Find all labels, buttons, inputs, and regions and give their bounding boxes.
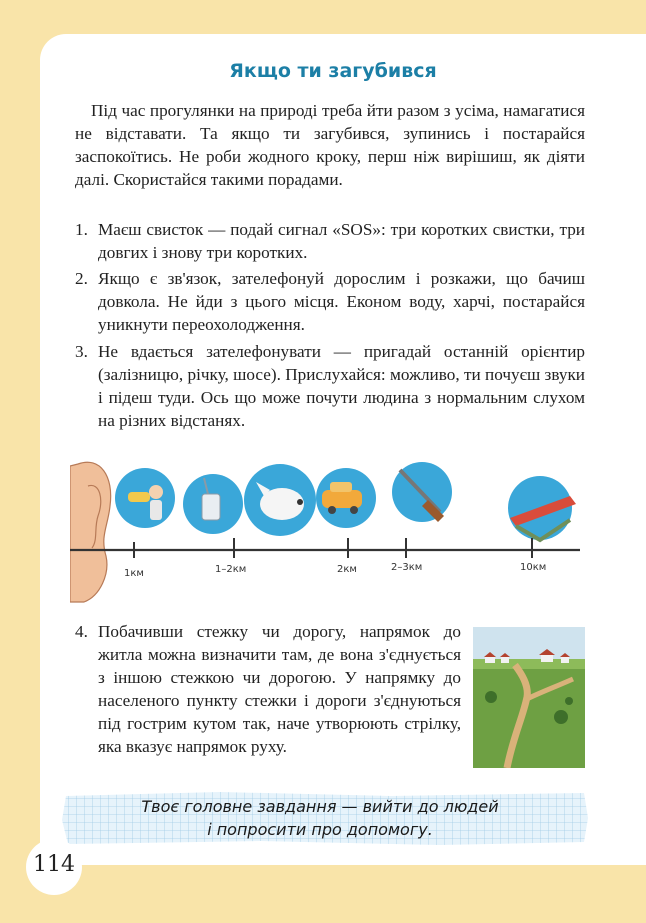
list-item-text: Маєш свисток — подай сигнал «SOS»: три коротких свистки, три довгих і знову три коротких.	[98, 220, 585, 262]
list-item-number: 3.	[75, 342, 88, 361]
whistle-icon	[115, 468, 175, 528]
list-item-text: Не вдається зателефонувати — пригадай останній орієнтир (залізницю, річку, шосе). Прислухайся: можливо, ти почуєш звуки і підеш туди. Ось що може почути людина з нормальним слухом на різних відстанях.	[98, 342, 585, 430]
list-item	[75, 218, 585, 264]
list-item-number: 1.	[75, 220, 88, 239]
gun-icon	[392, 462, 452, 522]
radio-icon	[183, 474, 243, 534]
list-item-number: 4.	[75, 622, 88, 641]
scale-label-5: 10км	[520, 562, 547, 573]
page-title: Якщо ти загубився	[229, 60, 437, 82]
page-number: 114	[33, 852, 75, 877]
dog-icon	[244, 464, 316, 536]
list-item	[75, 620, 461, 758]
scale-label-3: 2км	[337, 564, 357, 575]
list-item	[75, 267, 585, 336]
key-task-line-1: Твоє головне завдання — вийти до людей	[141, 797, 499, 816]
roads-landscape-image	[473, 627, 585, 768]
key-task-line-2: і попросити про допомогу.	[207, 820, 433, 839]
list-item-text: Побачивши стежку чи дорогу, напрямок до житла можна визначити там, де вона з'єднується з іншою стежкою чи дорогою. У напрямку до населеного пункту стежки і дороги з'єднуються під гострим кутом так, наче утворюють стрілку, яка вказує напрямок руху.	[98, 622, 461, 756]
intro-paragraph: Під час прогулянки на природі треба йти разом з усіма, намагатися не відставати. Та якщо ти загубився, зупинись і постарайся заспокоїтись. Не роби жодного кроку, перш ніж вирішиш, як діяти далі. Скористайся такими порадами.	[75, 101, 585, 189]
scale-label-2: 1–2км	[215, 564, 247, 575]
list-item-text: Якщо є зв'язок, зателефонуй дорослим і розкажи, що бачиш довкола. Не йди з цього місця. Економ воду, харчі, постарайся уникнути переохолодження.	[98, 269, 585, 334]
car-icon	[316, 468, 376, 528]
list-item	[75, 340, 585, 432]
scale-label-4: 2–3км	[391, 562, 423, 573]
hearing-distance-illustration	[70, 456, 580, 606]
scale-label-1: 1км	[124, 568, 144, 579]
key-task-text	[60, 795, 580, 841]
list-item-number: 2.	[75, 269, 88, 288]
